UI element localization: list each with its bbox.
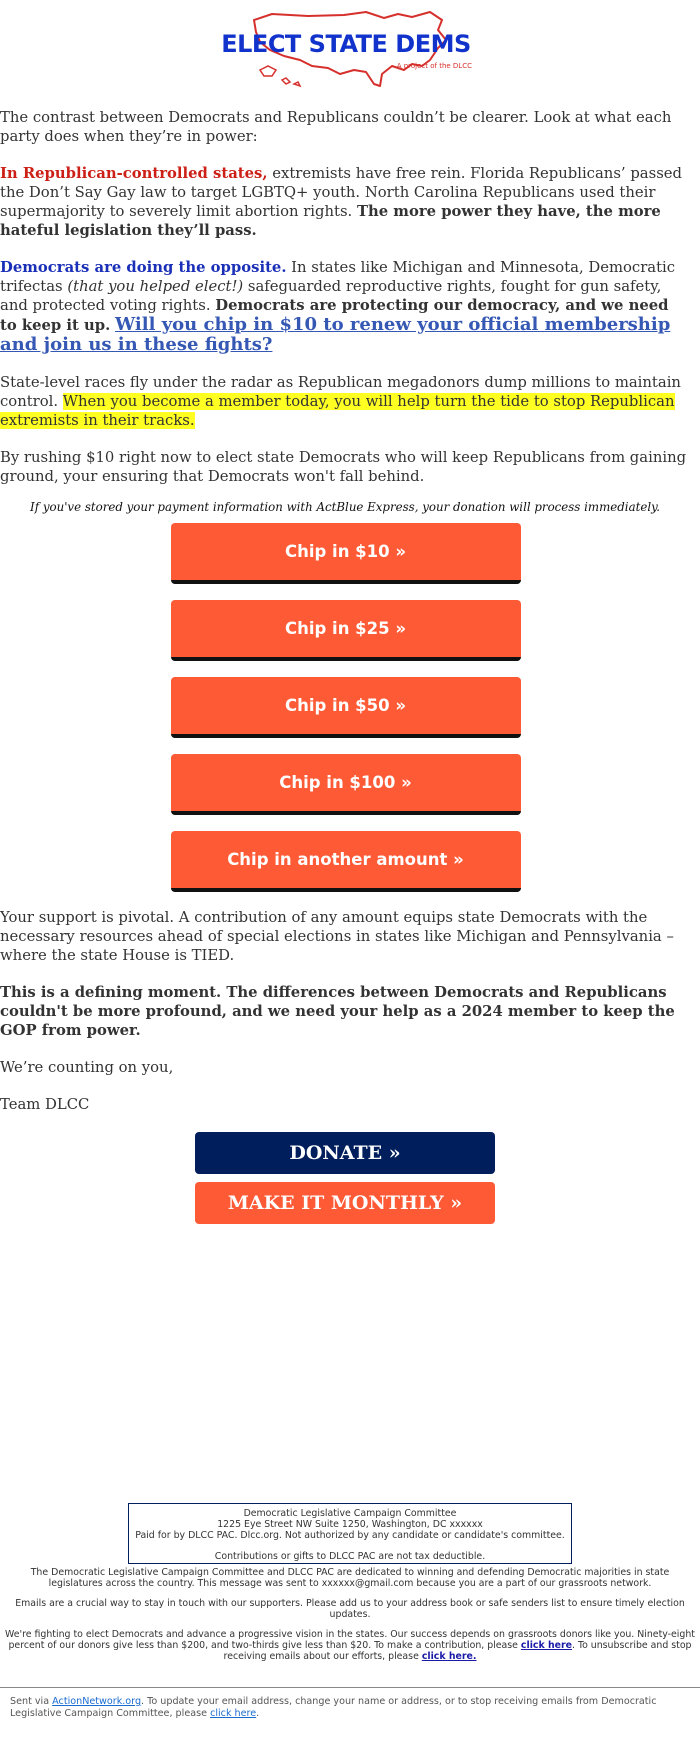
fighting-text-1: We're fighting to elect Democrats and advance a progressive vision in the states. Our success depends on grassroots donors like you. Ninety-eight percent of our donors give less than $200, and two-thirds give less than $20. To make a contribution, please: [5, 1629, 695, 1651]
fighting-text: [4, 1629, 696, 1662]
defining-paragraph: This is a defining moment. The differences between Democrats and Republicans couldn't be more profound, and we need your help as a 2024 member to keep the GOP from power.: [0, 984, 675, 1039]
org-address: 1225 Eye Street NW Suite 1250, Washington, DC xxxxxx: [217, 1519, 483, 1530]
sent-via-text: . To update your email address, change your name or address, or to stop receiving emails from Democratic Legislative Campaign Committee, please: [10, 1696, 657, 1719]
sent-via-prefix: Sent via: [10, 1696, 53, 1707]
support-paragraph: Your support is pivotal. A contribution of any amount equips state Democrats with the necessary resources ahead of special elections in states like Michigan and Pennsylvania – where the state House is TIED.: [0, 909, 674, 964]
republican-paragraph: [0, 164, 690, 240]
intro-paragraph: The contrast between Democrats and Republicans couldn’t be clearer. Look at what each party does when they’re in power:: [0, 109, 672, 145]
chip-button-list: [170, 523, 521, 892]
email-footer: [0, 1503, 700, 1719]
sent-via-end: .: [256, 1708, 260, 1719]
republican-bold: The more power they have, the more hateful legislation they’ll pass.: [0, 203, 661, 239]
paid-for-line: Paid for by DLCC PAC. Dlcc.org. Not authorized by any candidate or candidate's committee.: [135, 1530, 565, 1541]
democrat-lead: Democrats are doing the opposite.: [0, 259, 287, 276]
elect-state-dems-logo[interactable]: [216, 4, 476, 90]
make-it-monthly-button[interactable]: MAKE IT MONTHLY »: [195, 1182, 495, 1224]
fighting-text-2: . To unsubscribe and stop receiving emails about our efforts, please: [223, 1640, 692, 1662]
chip-100-button[interactable]: Chip in $100 »: [171, 754, 521, 815]
chip-10-button[interactable]: Chip in $10 »: [171, 523, 521, 584]
signoff-line: Team DLCC: [0, 1096, 90, 1113]
org-name: Democratic Legislative Campaign Committee: [243, 1508, 457, 1519]
democrat-text-1: In states like Michigan and Minnesota, Democratic trifectas: [0, 259, 676, 295]
update-info-click-here-link[interactable]: click here: [210, 1708, 257, 1719]
democrat-text-2: safeguarded reproductive rights, fought for gun safety, and protected voting rights.: [0, 278, 662, 314]
actionnetwork-link[interactable]: ActionNetwork.org: [52, 1696, 142, 1707]
chip-25-button[interactable]: Chip in $25 »: [171, 600, 521, 661]
democrat-italic: (that you helped elect!): [67, 278, 244, 295]
republican-lead: In Republican-controlled states,: [0, 165, 268, 182]
democrat-paragraph: [0, 258, 690, 355]
paid-for-disclaimer: [128, 1503, 572, 1564]
sent-via-bar: [0, 1687, 700, 1720]
radar-paragraph: [0, 373, 690, 430]
email-header: [0, 0, 700, 108]
democrat-bold: Democrats are protecting our democracy, and we need to keep it up.: [0, 297, 669, 334]
logo-title: ELECT STATE DEMS: [221, 30, 471, 58]
unsubscribe-click-here-link[interactable]: click here.: [421, 1651, 477, 1662]
email-body: [0, 108, 690, 1224]
chip-other-amount-button[interactable]: Chip in another amount »: [171, 831, 521, 892]
radar-text: State-level races fly under the radar as Republican megadonors dump millions to maintain control.: [0, 374, 681, 410]
republican-text: extremists have free rein. Florida Republicans’ passed the Don’t Say Gay law to target LGBTQ+ youth. North Carolina Republicans used their supermajority to severely limit abortion rights.: [0, 165, 683, 220]
dedicated-text: The Democratic Legislative Campaign Committee and DLCC PAC are dedicated to winning and defending Democratic majorities in state legislatures across the country. This message was sent to xxxxxx@gmail.com because you are a part of our grassroots network.: [30, 1567, 670, 1589]
counting-line: We’re counting on you,: [0, 1059, 174, 1076]
tax-line: Contributions or gifts to DLCC PAC are not tax deductible.: [214, 1551, 486, 1562]
cta-group: [0, 1132, 690, 1224]
rushing-paragraph: By rushing $10 right now to elect state Democrats who will keep Republicans from gaining ground, your ensuring that Democrats won't fall behind.: [0, 449, 687, 485]
contribute-click-here-link[interactable]: click here: [520, 1640, 572, 1651]
radar-highlight: When you become a member today, you will help turn the tide to stop Republican extremists in their tracks.: [0, 393, 675, 429]
chip-50-button[interactable]: Chip in $50 »: [171, 677, 521, 738]
donate-button[interactable]: DONATE »: [195, 1132, 495, 1174]
chip-in-ask-link[interactable]: Will you chip in $10 to renew your official membership and join us in these fights?: [0, 314, 671, 355]
actblue-note: If you've stored your payment information with ActBlue Express, your donation will process immediately.: [30, 500, 660, 514]
logo-subtitle: A project of the DLCC: [396, 62, 472, 70]
emails-text: Emails are a crucial way to stay in touch with our supporters. Please add us to your address book or safe senders list to ensure timely election updates.: [15, 1598, 685, 1620]
